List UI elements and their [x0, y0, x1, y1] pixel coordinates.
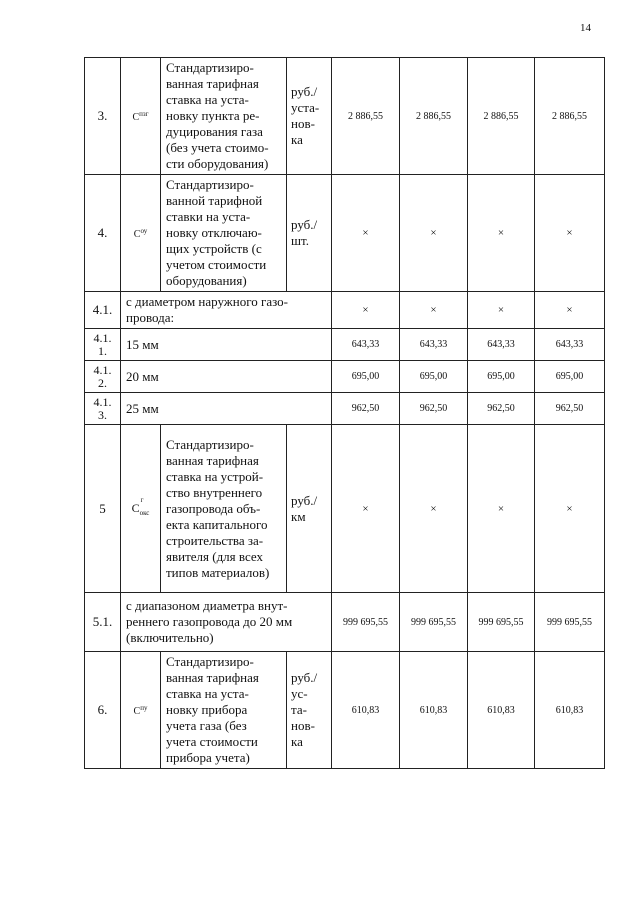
group-description-line: реннего газопровода до 20 мм — [126, 614, 293, 629]
not-applicable-mark: × — [535, 425, 605, 593]
rate-description-line: ставка на уста- — [166, 686, 249, 701]
tariff-value: 695,00 — [400, 361, 468, 393]
rate-unit-line: руб./ — [291, 84, 318, 99]
rate-description-line: новку пункта ре- — [166, 108, 260, 123]
tariff-value: 643,33 — [468, 329, 535, 361]
tariff-value: 999 695,55 — [535, 593, 605, 652]
tariff-value: 999 695,55 — [468, 593, 535, 652]
rate-description-line: Стандартизиро- — [166, 177, 254, 192]
row-number — [85, 329, 121, 361]
tariff-value: 962,50 — [400, 393, 468, 425]
rate-description-line: Стандартизиро- — [166, 654, 254, 669]
tariff-value: 2 886,55 — [468, 58, 535, 175]
rate-symbol — [121, 58, 161, 175]
rate-description-line: Стандартизиро- — [166, 60, 254, 75]
not-applicable-mark: × — [468, 175, 535, 292]
row-number-line: 4.1. — [93, 362, 112, 377]
row-number: 5 — [85, 425, 121, 593]
not-applicable-mark: × — [400, 425, 468, 593]
table-row — [85, 58, 605, 175]
rate-description-line: газопровода объ- — [166, 500, 261, 516]
rate-description-line: типов материалов) — [166, 564, 270, 580]
group-description-line: с диапазоном диаметра внут- — [126, 598, 288, 613]
not-applicable-mark: × — [468, 425, 535, 593]
rate-description-line: дуцирования газа — [166, 124, 263, 139]
rate-unit-line: та- — [291, 702, 307, 717]
rate-description-line: учета стоимости — [166, 734, 258, 749]
rate-description-line: учета газа (без — [166, 718, 247, 733]
rate-unit-line: нов- — [291, 116, 315, 131]
rate-unit-line: руб./ — [291, 492, 318, 508]
not-applicable-mark: × — [535, 292, 605, 329]
rate-description-line: (без учета стоимо- — [166, 140, 269, 155]
rate-description-line: ванная тарифная — [166, 670, 259, 685]
rate-description-line: екта капитального — [166, 516, 268, 532]
not-applicable-mark: × — [468, 292, 535, 329]
rate-description-line: ванная тарифная — [166, 452, 259, 468]
rate-description-line: прибора учета) — [166, 750, 250, 765]
tariff-value: 2 886,55 — [535, 58, 605, 175]
not-applicable-mark: × — [332, 425, 400, 593]
rate-unit-line: руб./ — [291, 670, 318, 685]
table-row — [85, 329, 605, 361]
table-row — [85, 425, 605, 593]
rate-description-line: ванная тарифная — [166, 76, 259, 91]
rate-unit-line: нов- — [291, 718, 315, 733]
rate-symbol-sub: окс — [139, 508, 150, 517]
rate-symbol — [121, 425, 161, 593]
rate-unit — [287, 425, 332, 593]
rate-symbol-text: C — [132, 111, 140, 123]
tariff-value: 999 695,55 — [332, 593, 400, 652]
rate-description-line: учетом стоимости — [166, 257, 267, 272]
row-number: 4.1. — [85, 292, 121, 329]
not-applicable-mark: × — [400, 292, 468, 329]
rate-description-line: ставка на устрой- — [166, 468, 264, 484]
row-number-line: 4.1. — [93, 394, 112, 409]
rate-description-line: Стандартизиро- — [166, 436, 254, 452]
tariff-value: 610,83 — [400, 652, 468, 769]
rate-unit-line: руб./ — [291, 217, 318, 232]
diameter-label: 25 мм — [121, 393, 332, 425]
group-description-line: (включительно) — [126, 630, 214, 645]
rate-description — [161, 652, 287, 769]
table-row — [85, 361, 605, 393]
tariff-value: 2 886,55 — [332, 58, 400, 175]
rate-unit-line: уста- — [291, 100, 320, 115]
diameter-label: 15 мм — [121, 329, 332, 361]
rate-description-line: ванной тарифной — [166, 193, 263, 208]
tariff-value: 610,83 — [332, 652, 400, 769]
row-number: 5.1. — [85, 593, 121, 652]
row-number-line: 1. — [98, 343, 107, 358]
tariff-value: 695,00 — [332, 361, 400, 393]
tariff-value: 962,50 — [468, 393, 535, 425]
rate-description — [161, 175, 287, 292]
rate-symbol — [121, 175, 161, 292]
table-row — [85, 393, 605, 425]
rate-symbol-sup: г — [140, 495, 144, 504]
tariff-value: 610,83 — [468, 652, 535, 769]
row-number: 6. — [85, 652, 121, 769]
rate-description-line: новку отключаю- — [166, 225, 262, 240]
tariff-value: 695,00 — [535, 361, 605, 393]
rate-symbol-sup: пзг — [139, 109, 149, 118]
row-number: 4. — [85, 175, 121, 292]
not-applicable-mark: × — [400, 175, 468, 292]
rate-unit-line: ка — [291, 734, 303, 749]
tariff-value: 2 886,55 — [400, 58, 468, 175]
rate-unit-line: ка — [291, 132, 303, 147]
tariff-value: 962,50 — [332, 393, 400, 425]
tariff-value: 643,33 — [535, 329, 605, 361]
row-number-line: 3. — [98, 407, 107, 422]
rate-description-line: ставка на уста- — [166, 92, 249, 107]
group-description — [121, 593, 332, 652]
rate-description — [161, 425, 287, 593]
rate-description-line: сти оборудования) — [166, 156, 269, 171]
tariff-value: 643,33 — [332, 329, 400, 361]
row-number: 3. — [85, 58, 121, 175]
not-applicable-mark: × — [535, 175, 605, 292]
row-number-line: 2. — [98, 375, 107, 390]
row-number — [85, 393, 121, 425]
group-description-line: с диаметром наружного газо- — [126, 294, 288, 309]
table-row — [85, 292, 605, 329]
tariff-value: 695,00 — [468, 361, 535, 393]
group-description-line: провода: — [126, 310, 175, 325]
table-row — [85, 593, 605, 652]
rate-symbol — [121, 652, 161, 769]
tariff-value: 962,50 — [535, 393, 605, 425]
rate-symbol-text: C — [133, 705, 141, 717]
rate-unit — [287, 175, 332, 292]
tariff-value: 643,33 — [400, 329, 468, 361]
diameter-label: 20 мм — [121, 361, 332, 393]
rate-description — [161, 58, 287, 175]
rate-unit-line: ус- — [291, 686, 308, 701]
rate-unit — [287, 652, 332, 769]
rate-unit-line: шт. — [291, 233, 309, 248]
rate-description-line: щих устройств (с — [166, 241, 262, 256]
rate-unit-line: км — [291, 508, 306, 524]
group-description — [121, 292, 332, 329]
rate-description-line: новку прибора — [166, 702, 248, 717]
rate-description-line: строительства за- — [166, 532, 264, 548]
table-row — [85, 652, 605, 769]
rate-symbol-text: C г $_{окс}$ — [131, 495, 150, 517]
rate-description-line: ставки на уста- — [166, 209, 251, 224]
tariff-value: 610,83 — [535, 652, 605, 769]
tariff-table — [84, 57, 605, 769]
rate-unit — [287, 58, 332, 175]
rate-description-line: оборудования) — [166, 273, 247, 288]
not-applicable-mark: × — [332, 292, 400, 329]
rate-symbol-text: C — [133, 228, 141, 240]
tariff-value: 999 695,55 — [400, 593, 468, 652]
rate-description-line: ство внутреннего — [166, 484, 263, 500]
not-applicable-mark: × — [332, 175, 400, 292]
table-row — [85, 175, 605, 292]
row-number-line: 4.1. — [93, 330, 112, 345]
row-number — [85, 361, 121, 393]
rate-symbol-sup: пу — [140, 703, 148, 712]
rate-description-line: явителя (для всех — [166, 548, 263, 564]
page-number: 14 — [580, 22, 591, 34]
rate-symbol-sup: оу — [140, 226, 148, 235]
